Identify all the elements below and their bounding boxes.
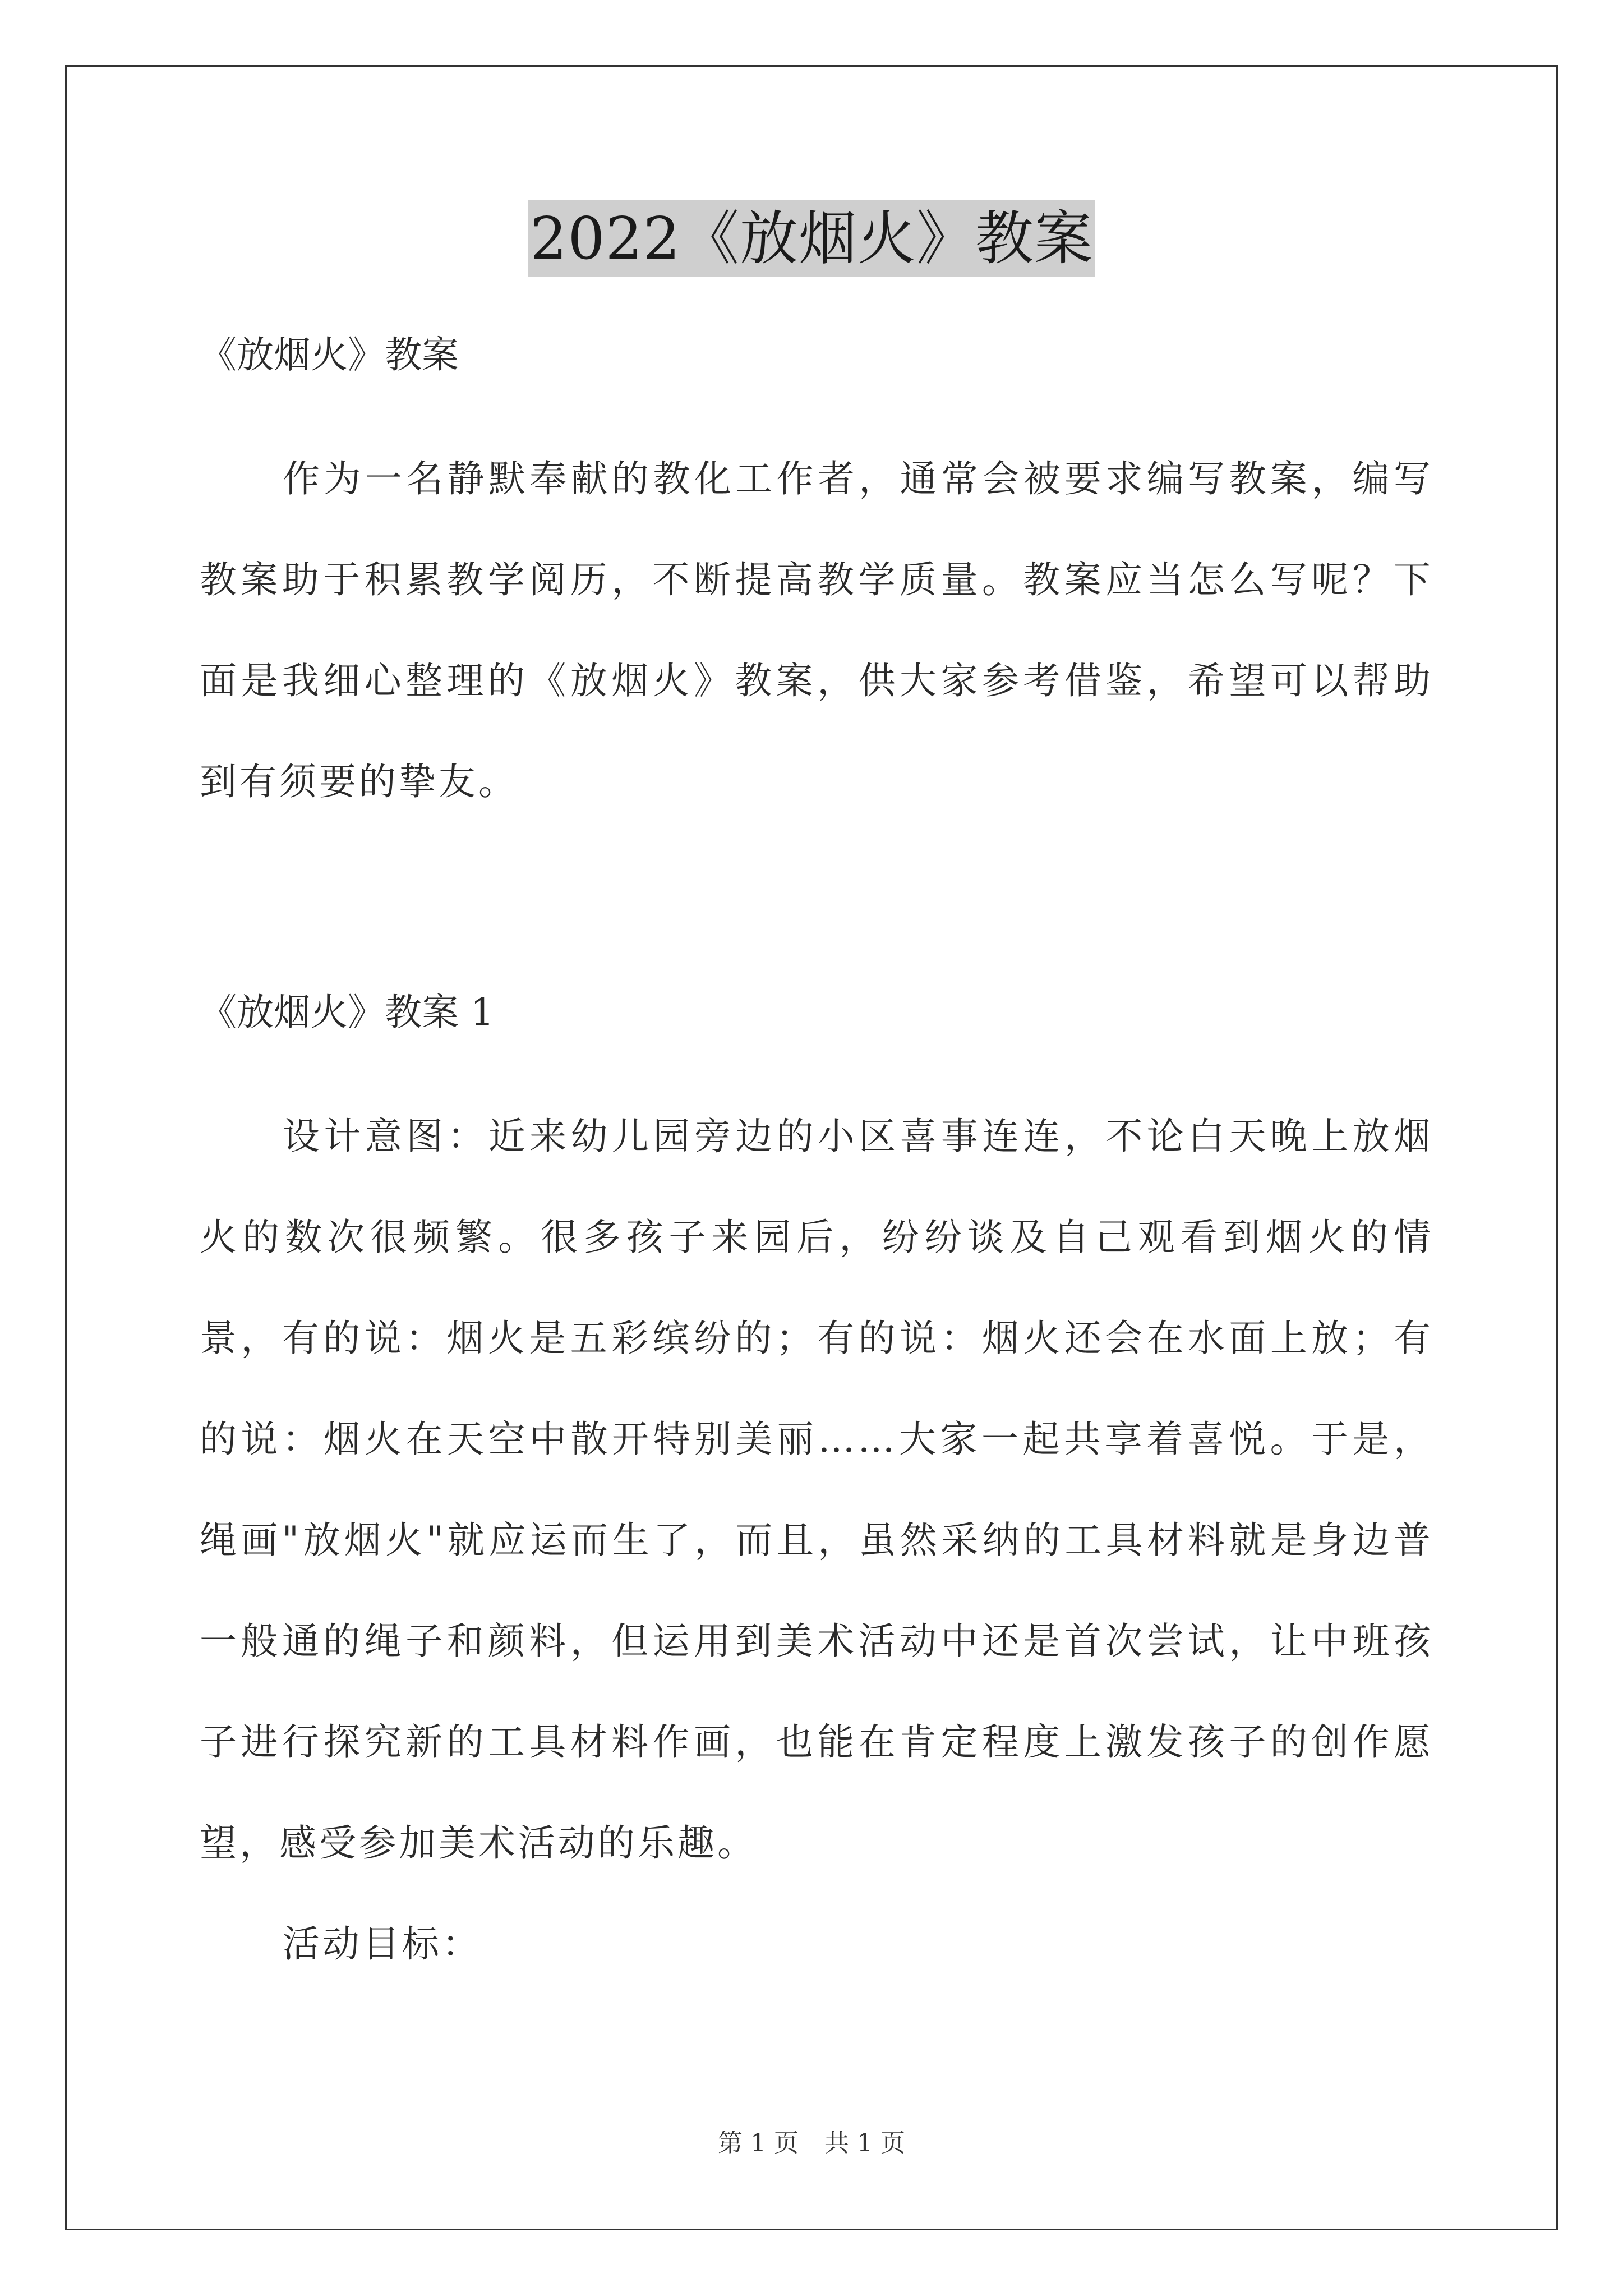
page-footer [0, 2123, 1623, 2159]
design-intent-paragraph: 设计意图：近来幼儿园旁边的小区喜事连连，不论白天晚上放烟火的数次很频繁。很多孩子来园后，纷纷谈及自己观看到烟火的情景，有的说：烟火是五彩缤纷的；有的说：烟火还会在水面上放；有的说：烟火在天空中散开特别美丽……大家一起共享着喜悦。于是，绳画"放烟火"就应运而生了，而且，虽然采纳的工具材料就是身边普一般通的绳子和颜料，但运用到美术活动中还是首次尝试，让中班孩子进行探究新的工具材料作画，也能在肯定程度上激发孩子的创作愿望，感受参加美术活动的乐趣。 [200, 1115, 1433, 1865]
title-container [0, 200, 1623, 277]
activity-goals-label: 活动目标： [283, 1922, 482, 1966]
page-number-total: 共 1 页 [824, 2129, 905, 2157]
document-title: 2022《放烟火》教案 [528, 200, 1095, 277]
intro-paragraph: 作为一名静默奉献的教化工作者，通常会被要求编写教案，编写教案助于积累教学阅历，不断提高教学质量。教案应当怎么写呢？下面是我细心整理的《放烟火》教案，供大家参考借鉴，希望可以帮助到有须要的挚友。 [200, 457, 1433, 803]
page-number-current: 第 1 页 [718, 2129, 799, 2157]
document-body [200, 325, 1433, 1995]
subheading-lesson-plan: 《放烟火》教案 [200, 333, 459, 376]
subheading-lesson-plan-1: 《放烟火》教案 1 [200, 991, 494, 1034]
